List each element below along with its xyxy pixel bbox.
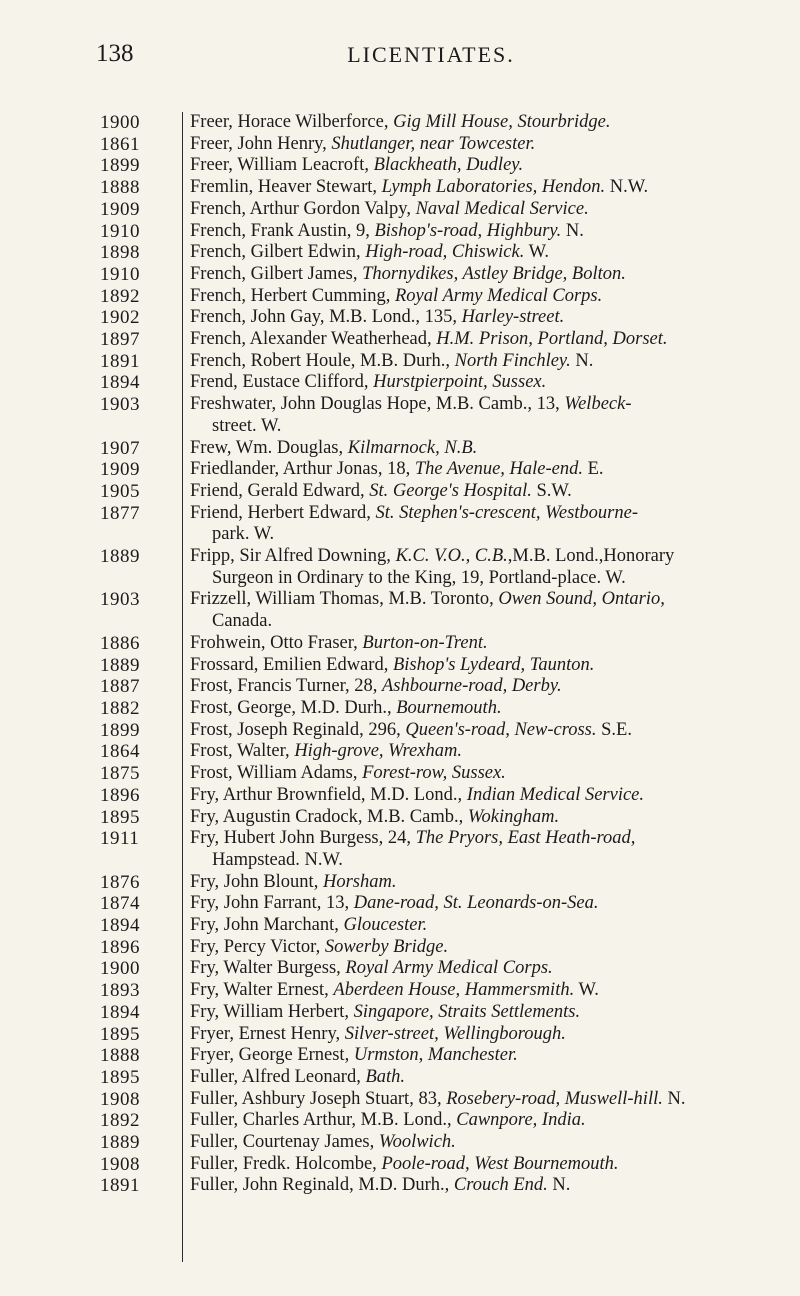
entry-name: Fry, John Blount, — [190, 871, 323, 892]
entry-name: Fry, Percy Victor, — [190, 936, 325, 957]
entry-address: Forest-row, Sussex. — [362, 763, 506, 784]
entry-name: Friedlander, Arthur Jonas, 18, — [190, 459, 415, 480]
list-item — [100, 698, 790, 720]
entry-name: Freer, William Leacroft, — [190, 155, 374, 176]
entry-year: 1889 — [100, 1132, 140, 1154]
entry-name: Fuller, Fredk. Holcombe, — [190, 1153, 382, 1174]
entry-name: Fuller, Charles Arthur, M.B. Lond., — [190, 1110, 457, 1131]
entry-name: Fry, Walter Burgess, — [190, 958, 346, 979]
entry-text — [190, 286, 790, 308]
list-item — [100, 980, 790, 1002]
entry-year: 1896 — [100, 784, 140, 806]
entry-year: 1887 — [100, 676, 140, 698]
entry-text — [190, 481, 790, 503]
entry-year: 1909 — [100, 459, 140, 481]
entry-name: Frew, Wm. Douglas, — [190, 437, 348, 458]
entry-suffix: S.W. — [531, 480, 572, 501]
entry-address: Cawnpore, India. — [456, 1110, 586, 1131]
entry-year: 1909 — [100, 198, 140, 220]
list-item — [100, 1045, 790, 1067]
entry-text — [190, 1110, 790, 1132]
entry-address: Shutlanger, near Towcester. — [331, 133, 536, 154]
list-item — [100, 199, 790, 221]
entry-suffix: W. — [574, 980, 599, 1001]
entry-year: 1911 — [100, 828, 140, 850]
entry-year: 1908 — [100, 1153, 140, 1175]
entry-name: French, Herbert Cumming, — [190, 285, 395, 306]
entry-text — [190, 828, 790, 871]
entry-address: Gloucester. — [343, 915, 428, 936]
entry-address: Ashbourne-road, Derby. — [381, 676, 562, 697]
list-item — [100, 372, 790, 394]
entry-text — [190, 112, 790, 134]
entry-year: 1888 — [100, 1045, 140, 1067]
entry-year: 1900 — [100, 112, 140, 133]
entry-name: Frost, William Adams, — [190, 763, 363, 784]
entry-name: Friend, Gerald Edward, — [190, 480, 370, 501]
list-item — [100, 481, 790, 503]
entry-address: Sowerby Bridge. — [324, 936, 449, 957]
entry-address: H.M. Prison, Portland, Dorset. — [436, 329, 668, 350]
entry-address: Royal Army Medical Corps. — [395, 285, 603, 306]
list-item — [100, 307, 790, 329]
entry-text — [190, 893, 790, 915]
entry-name: Fry, Arthur Brownfield, M.D. Lond., — [190, 784, 467, 805]
entry-name: Fry, Walter Ernest, — [190, 980, 334, 1001]
entry-year: 1891 — [100, 1175, 140, 1197]
list-item — [100, 546, 790, 589]
entry-year: 1891 — [100, 350, 140, 372]
entry-year: 1894 — [100, 1001, 140, 1023]
entry-year: 1892 — [100, 1110, 140, 1132]
entry-name: French, Gilbert James, — [190, 263, 363, 284]
entry-year: 1893 — [100, 980, 140, 1002]
list-item — [100, 351, 790, 373]
list-item — [100, 242, 790, 264]
list-item — [100, 741, 790, 763]
entry-year: 1898 — [100, 242, 140, 264]
entry-year: 1899 — [100, 155, 140, 177]
entry-text — [190, 242, 790, 264]
list-item — [100, 1110, 790, 1132]
entry-text — [190, 1024, 790, 1046]
entry-continuation: Hampstead. N.W. — [212, 849, 343, 870]
entry-text — [190, 394, 790, 437]
entry-text — [190, 720, 790, 742]
list-item — [100, 1154, 790, 1176]
entry-address: The Pryors, East Heath-road, — [415, 828, 636, 849]
entry-name: Frost, George, M.D. Durh., — [190, 697, 397, 718]
entry-text — [190, 1154, 790, 1176]
entry-name: Fryer, Ernest Henry, — [190, 1023, 345, 1044]
entry-year: 1875 — [100, 763, 140, 785]
entry-text — [190, 177, 790, 199]
entry-text — [190, 1175, 790, 1197]
entry-text — [190, 329, 790, 351]
entry-address: Aberdeen House, Hammersmith. — [333, 980, 575, 1001]
entry-text — [190, 958, 790, 980]
entry-continuation: Surgeon in Ordinary to the King, 19, Portland-place. W. — [212, 567, 626, 588]
entry-year: 1889 — [100, 546, 140, 568]
entry-suffix: N. — [570, 350, 594, 371]
entry-name: Friend, Herbert Edward, — [190, 502, 376, 523]
list-item — [100, 221, 790, 243]
entry-address: Bishop's-road, Highbury. — [374, 220, 562, 241]
entry-year: 1886 — [100, 632, 140, 654]
list-item — [100, 937, 790, 959]
entry-name: Frend, Eustace Clifford, — [190, 372, 374, 393]
entry-address: Burton-on-Trent. — [362, 632, 488, 653]
entry-text — [190, 351, 790, 373]
entry-text — [190, 872, 790, 894]
entry-continuation: street. W. — [212, 415, 282, 436]
entry-address: Singapore, Straits Settlements. — [353, 1001, 581, 1022]
entry-address: Urmston, Manchester. — [353, 1045, 518, 1066]
entry-address: Crouch End. — [453, 1175, 548, 1196]
entry-year: 1892 — [100, 285, 140, 307]
page-header — [96, 40, 766, 70]
entry-address: Naval Medical Service. — [415, 198, 589, 219]
entry-suffix: N. — [547, 1175, 571, 1196]
entry-name: Frost, Walter, — [190, 741, 295, 762]
entry-text — [190, 915, 790, 937]
list-item — [100, 459, 790, 481]
entry-address: Woolwich. — [378, 1132, 456, 1153]
entry-year: 1876 — [100, 871, 140, 893]
entry-text — [190, 264, 790, 286]
list-item — [100, 763, 790, 785]
entry-address: Welbeck- — [564, 394, 632, 415]
entry-text — [190, 633, 790, 655]
entry-year: 1908 — [100, 1088, 140, 1110]
entry-address: The Avenue, Hale-end. — [414, 459, 583, 480]
entry-name: Fuller, John Reginald, M.D. Durh., — [190, 1175, 454, 1196]
entry-year: 1895 — [100, 806, 140, 828]
entry-address: Queen's-road, New-cross. — [405, 719, 597, 740]
entry-name: French, Frank Austin, 9, — [190, 220, 375, 241]
entry-name: Fuller, Alfred Leonard, — [190, 1066, 366, 1087]
list-item — [100, 112, 790, 134]
list-item — [100, 177, 790, 199]
entry-year: 1882 — [100, 697, 140, 719]
entry-text — [190, 763, 790, 785]
entry-year: 1864 — [100, 741, 140, 763]
entry-text — [190, 459, 790, 481]
list-item — [100, 134, 790, 156]
entry-address: Bishop's Lydeard, Taunton. — [392, 654, 595, 675]
list-item — [100, 1067, 790, 1089]
entry-suffix: N.W. — [605, 177, 649, 198]
entry-text — [190, 199, 790, 221]
list-item — [100, 155, 790, 177]
entry-name: Fry, John Farrant, 13, — [190, 893, 354, 914]
entry-text — [190, 698, 790, 720]
entry-year: 1894 — [100, 372, 140, 394]
entry-text — [190, 134, 790, 156]
entry-suffix: ,M.B. Lond.,Honorary — [507, 546, 675, 567]
entry-address: Royal Army Medical Corps. — [345, 958, 553, 979]
entry-year: 1861 — [100, 133, 140, 155]
entry-text — [190, 372, 790, 394]
entry-year: 1896 — [100, 936, 140, 958]
list-item — [100, 589, 790, 632]
list-item — [100, 807, 790, 829]
entry-address: Bath. — [365, 1066, 406, 1087]
entry-name: French, Alexander Weatherhead, — [190, 329, 437, 350]
entry-year: 1874 — [100, 893, 140, 915]
licentiates-list — [100, 112, 790, 1197]
entry-name: Frossard, Emilien Edward, — [190, 654, 393, 675]
entry-name: Frost, Francis Turner, 28, — [190, 676, 382, 697]
list-item — [100, 655, 790, 677]
entry-text — [190, 503, 790, 546]
entry-name: Freshwater, John Douglas Hope, M.B. Camb., 13, — [190, 394, 565, 415]
entry-text — [190, 1002, 790, 1024]
list-item — [100, 676, 790, 698]
entry-name: Fry, John Marchant, — [190, 915, 344, 936]
entry-address: Owen Sound, Ontario, — [498, 589, 665, 610]
list-item — [100, 1175, 790, 1197]
entry-text — [190, 221, 790, 243]
entry-year: 1877 — [100, 502, 140, 524]
entry-address: Horsham. — [322, 871, 397, 892]
entry-text — [190, 807, 790, 829]
entry-text — [190, 1089, 790, 1111]
entry-suffix: S.E. — [596, 719, 632, 740]
entry-text — [190, 155, 790, 177]
list-item — [100, 893, 790, 915]
entry-address: Silver-street, Wellingborough. — [344, 1023, 566, 1044]
list-item — [100, 1132, 790, 1154]
entry-text — [190, 655, 790, 677]
entry-address: Blackheath, Dudley. — [373, 155, 524, 176]
list-item — [100, 720, 790, 742]
entry-name: Freer, Horace Wilberforce, — [190, 112, 394, 132]
entry-year: 1888 — [100, 177, 140, 199]
entry-address: Wokingham. — [467, 806, 560, 827]
entry-name: Fripp, Sir Alfred Downing, — [190, 546, 396, 567]
entry-continuation: Canada. — [212, 611, 273, 632]
entry-text — [190, 1132, 790, 1154]
list-item — [100, 1024, 790, 1046]
entry-address: High-road, Chiswick. — [365, 242, 525, 263]
list-item — [100, 915, 790, 937]
list-item — [100, 438, 790, 460]
entry-address: Hurstpierpoint, Sussex. — [373, 372, 547, 393]
entry-year: 1902 — [100, 307, 140, 329]
entry-year: 1889 — [100, 654, 140, 676]
entry-text — [190, 1045, 790, 1067]
entry-year: 1910 — [100, 220, 140, 242]
entry-address: Poole-road, West Bournemouth. — [381, 1153, 619, 1174]
entry-address: Bournemouth. — [396, 697, 502, 718]
entry-year: 1905 — [100, 480, 140, 502]
entry-year: 1900 — [100, 958, 140, 980]
entry-text — [190, 937, 790, 959]
entry-name: Fryer, George Ernest, — [190, 1045, 354, 1066]
list-item — [100, 286, 790, 308]
entry-name: Fry, Hubert John Burgess, 24, — [190, 828, 416, 849]
list-item — [100, 872, 790, 894]
list-item — [100, 394, 790, 437]
entry-suffix: N. — [561, 220, 584, 241]
entry-address: Thornydikes, Astley Bridge, Bolton. — [362, 263, 626, 284]
entry-name: Frost, Joseph Reginald, 296, — [190, 719, 406, 740]
entry-year: 1899 — [100, 719, 140, 741]
entry-text — [190, 589, 790, 632]
entry-year: 1903 — [100, 589, 140, 611]
entry-address: Rosebery-road, Muswell-hill. — [446, 1088, 663, 1109]
list-item — [100, 1089, 790, 1111]
entry-year: 1895 — [100, 1066, 140, 1088]
entry-name: Fuller, Ashbury Joseph Stuart, 83, — [190, 1088, 447, 1109]
entry-suffix: W. — [524, 242, 550, 263]
entry-address: Lymph Laboratories, Hendon. — [381, 177, 606, 198]
entry-address: St. George's Hospital. — [369, 480, 532, 501]
entry-address: K.C. V.O., C.B. — [395, 546, 508, 567]
list-item — [100, 1002, 790, 1024]
entry-text — [190, 438, 790, 460]
list-item — [100, 329, 790, 351]
entry-text — [190, 307, 790, 329]
entry-year: 1903 — [100, 394, 140, 416]
list-item — [100, 633, 790, 655]
entry-name: Fremlin, Heaver Stewart, — [190, 177, 382, 198]
entry-text — [190, 785, 790, 807]
entry-suffix: N. — [662, 1088, 686, 1109]
entry-name: French, John Gay, M.B. Lond., 135, — [190, 307, 462, 328]
entry-name: French, Gilbert Edwin, — [190, 242, 366, 263]
entry-address: North Finchley. — [454, 350, 571, 371]
entry-text — [190, 546, 790, 589]
entry-address: Harley-street. — [461, 307, 565, 328]
entry-name: French, Arthur Gordon Valpy, — [190, 198, 416, 219]
entry-address: High-grove, Wrexham. — [294, 741, 462, 762]
list-item — [100, 785, 790, 807]
entry-address: Dane-road, St. Leonards-on-Sea. — [353, 893, 599, 914]
entry-continuation: park. W. — [212, 524, 275, 545]
entry-name: Fry, Augustin Cradock, M.B. Camb., — [190, 806, 468, 827]
entry-name: Fry, William Herbert, — [190, 1001, 354, 1022]
entry-name: Fuller, Courtenay James, — [190, 1132, 379, 1153]
list-item — [100, 828, 790, 871]
entry-year: 1895 — [100, 1023, 140, 1045]
entry-address: Indian Medical Service. — [466, 784, 645, 805]
entry-name: French, Robert Houle, M.B. Durh., — [190, 350, 455, 371]
entry-address: Kilmarnock, N.B. — [347, 437, 478, 458]
entry-year: 1897 — [100, 329, 140, 351]
list-item — [100, 264, 790, 286]
entry-text — [190, 741, 790, 763]
page-number: 138 — [96, 40, 134, 67]
entry-address: St. Stephen's-crescent, Westbourne- — [375, 502, 639, 523]
entry-year: 1907 — [100, 437, 140, 459]
entry-address: Gig Mill House, Stourbridge. — [393, 112, 611, 132]
list-item — [100, 958, 790, 980]
entry-name: Freer, John Henry, — [190, 133, 332, 154]
entry-year: 1894 — [100, 915, 140, 937]
entry-year: 1910 — [100, 263, 140, 285]
entry-name: Frizzell, William Thomas, M.B. Toronto, — [190, 589, 499, 610]
entry-suffix: E. — [583, 459, 604, 480]
list-item — [100, 503, 790, 546]
entry-text — [190, 676, 790, 698]
entry-text — [190, 1067, 790, 1089]
running-title: LICENTIATES. — [347, 42, 515, 67]
entry-text — [190, 980, 790, 1002]
entry-name: Frohwein, Otto Fraser, — [190, 632, 363, 653]
